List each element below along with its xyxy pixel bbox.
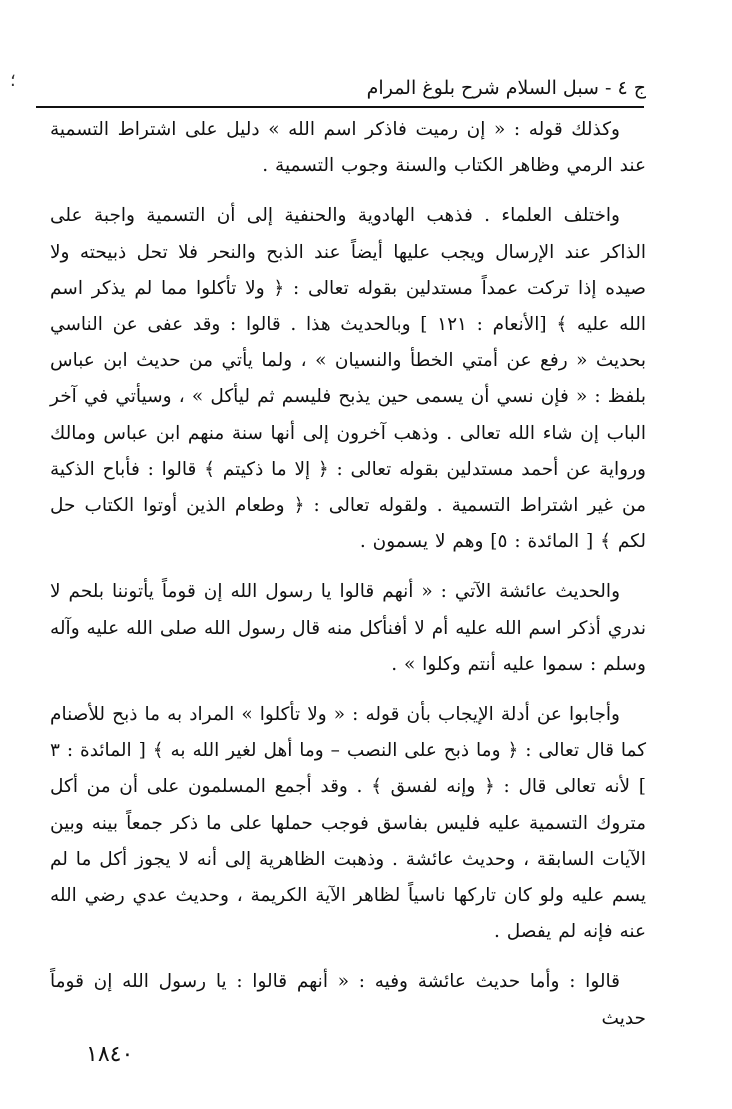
paragraph-5: قالوا : وأما حديث عائشة وفيه : « أنهم قالوا : يا رسول الله إن قوماً حديث — [50, 971, 646, 1029]
paragraph-1: وكذلك قوله : « إن رميت فاذكر اسم الله » دليل على اشتراط التسمية عند الرمي وظاهر الكتاب والسنة وجوب التسمية . — [50, 119, 646, 177]
paragraph-3: والحديث عائشة الآتي : « أنهم قالوا يا رسول الله إن قوماً يأتوننا بلحم لا ندري أذكر اسم الله عليه أم لا أفنأكل منه قال رسول الله صلى الله عليه وآله وسلم : سموا عليه أنتم وكلوا » . — [50, 581, 646, 675]
body-text — [50, 112, 646, 1037]
corner-mark: ؛ — [10, 70, 16, 91]
running-header: ج ٤ - سبل السلام شرح بلوغ المرام — [366, 77, 646, 99]
header-rule — [36, 106, 644, 108]
paragraph-4: وأجابوا عن أدلة الإيجاب بأن قوله : « ولا تأكلوا » المراد به ما ذبح للأصنام كما قال تعالى : ﴿ وما ذبح على النصب – وما أهل لغير الله به ﴾ [ المائدة : ٣ ] لأنه تعالى قال : ﴿ وإنه لفسق ﴾ . وقد أجمع المسلمون على أن من أكل متروك التسمية عليه فليس بفاسق فوجب حملها على ما ذكر جمعاً بينه وبين الآيات السابقة ، وحديث عائشة . وذهبت الظاهرية إلى أنه لا يجوز أكل ما لم يسم عليه ولو كان تاركها ناسياً لظاهر الآية الكريمة ، وحديث عدي رضي الله عنه فإنه لم يفصل . — [50, 704, 646, 943]
page-number: ١٨٤٠ — [86, 1042, 134, 1067]
paragraph-2: واختلف العلماء . فذهب الهادوية والحنفية إلى أن التسمية واجبة على الذاكر عند الإرسال ويجب عليها أيضاً عند الذبح والنحر فلا تحل ذبيحته ولا صيده إذا تركت عمداً مستدلين بقوله تعالى : ﴿ ولا تأكلوا مما لم يذكر اسم الله عليه ﴾ [الأنعام : ١٢١ ] وبالحديث هذا . قالوا : وقد عفى عن الناسي بحديث « رفع عن أمتي الخطأ والنسيان » ، ولما يأتي من حديث ابن عباس بلفظ : « فإن نسي أن يسمى حين يذبح فليسم ثم ليأكل » ، وسيأتي في آخر الباب إن شاء الله تعالى . وذهب آخرون إلى أنها سنة منهم ابن عباس ومالك ورواية عن أحمد مستدلين بقوله تعالى : ﴿ إلا ما ذكيتم ﴾ قالوا : فأباح الذكية من غير اشتراط التسمية . ولقوله تعالى : ﴿ وطعام الذين أوتوا الكتاب حل لكم ﴾ [ المائدة : ٥] وهم لا يسمون . — [50, 205, 646, 553]
